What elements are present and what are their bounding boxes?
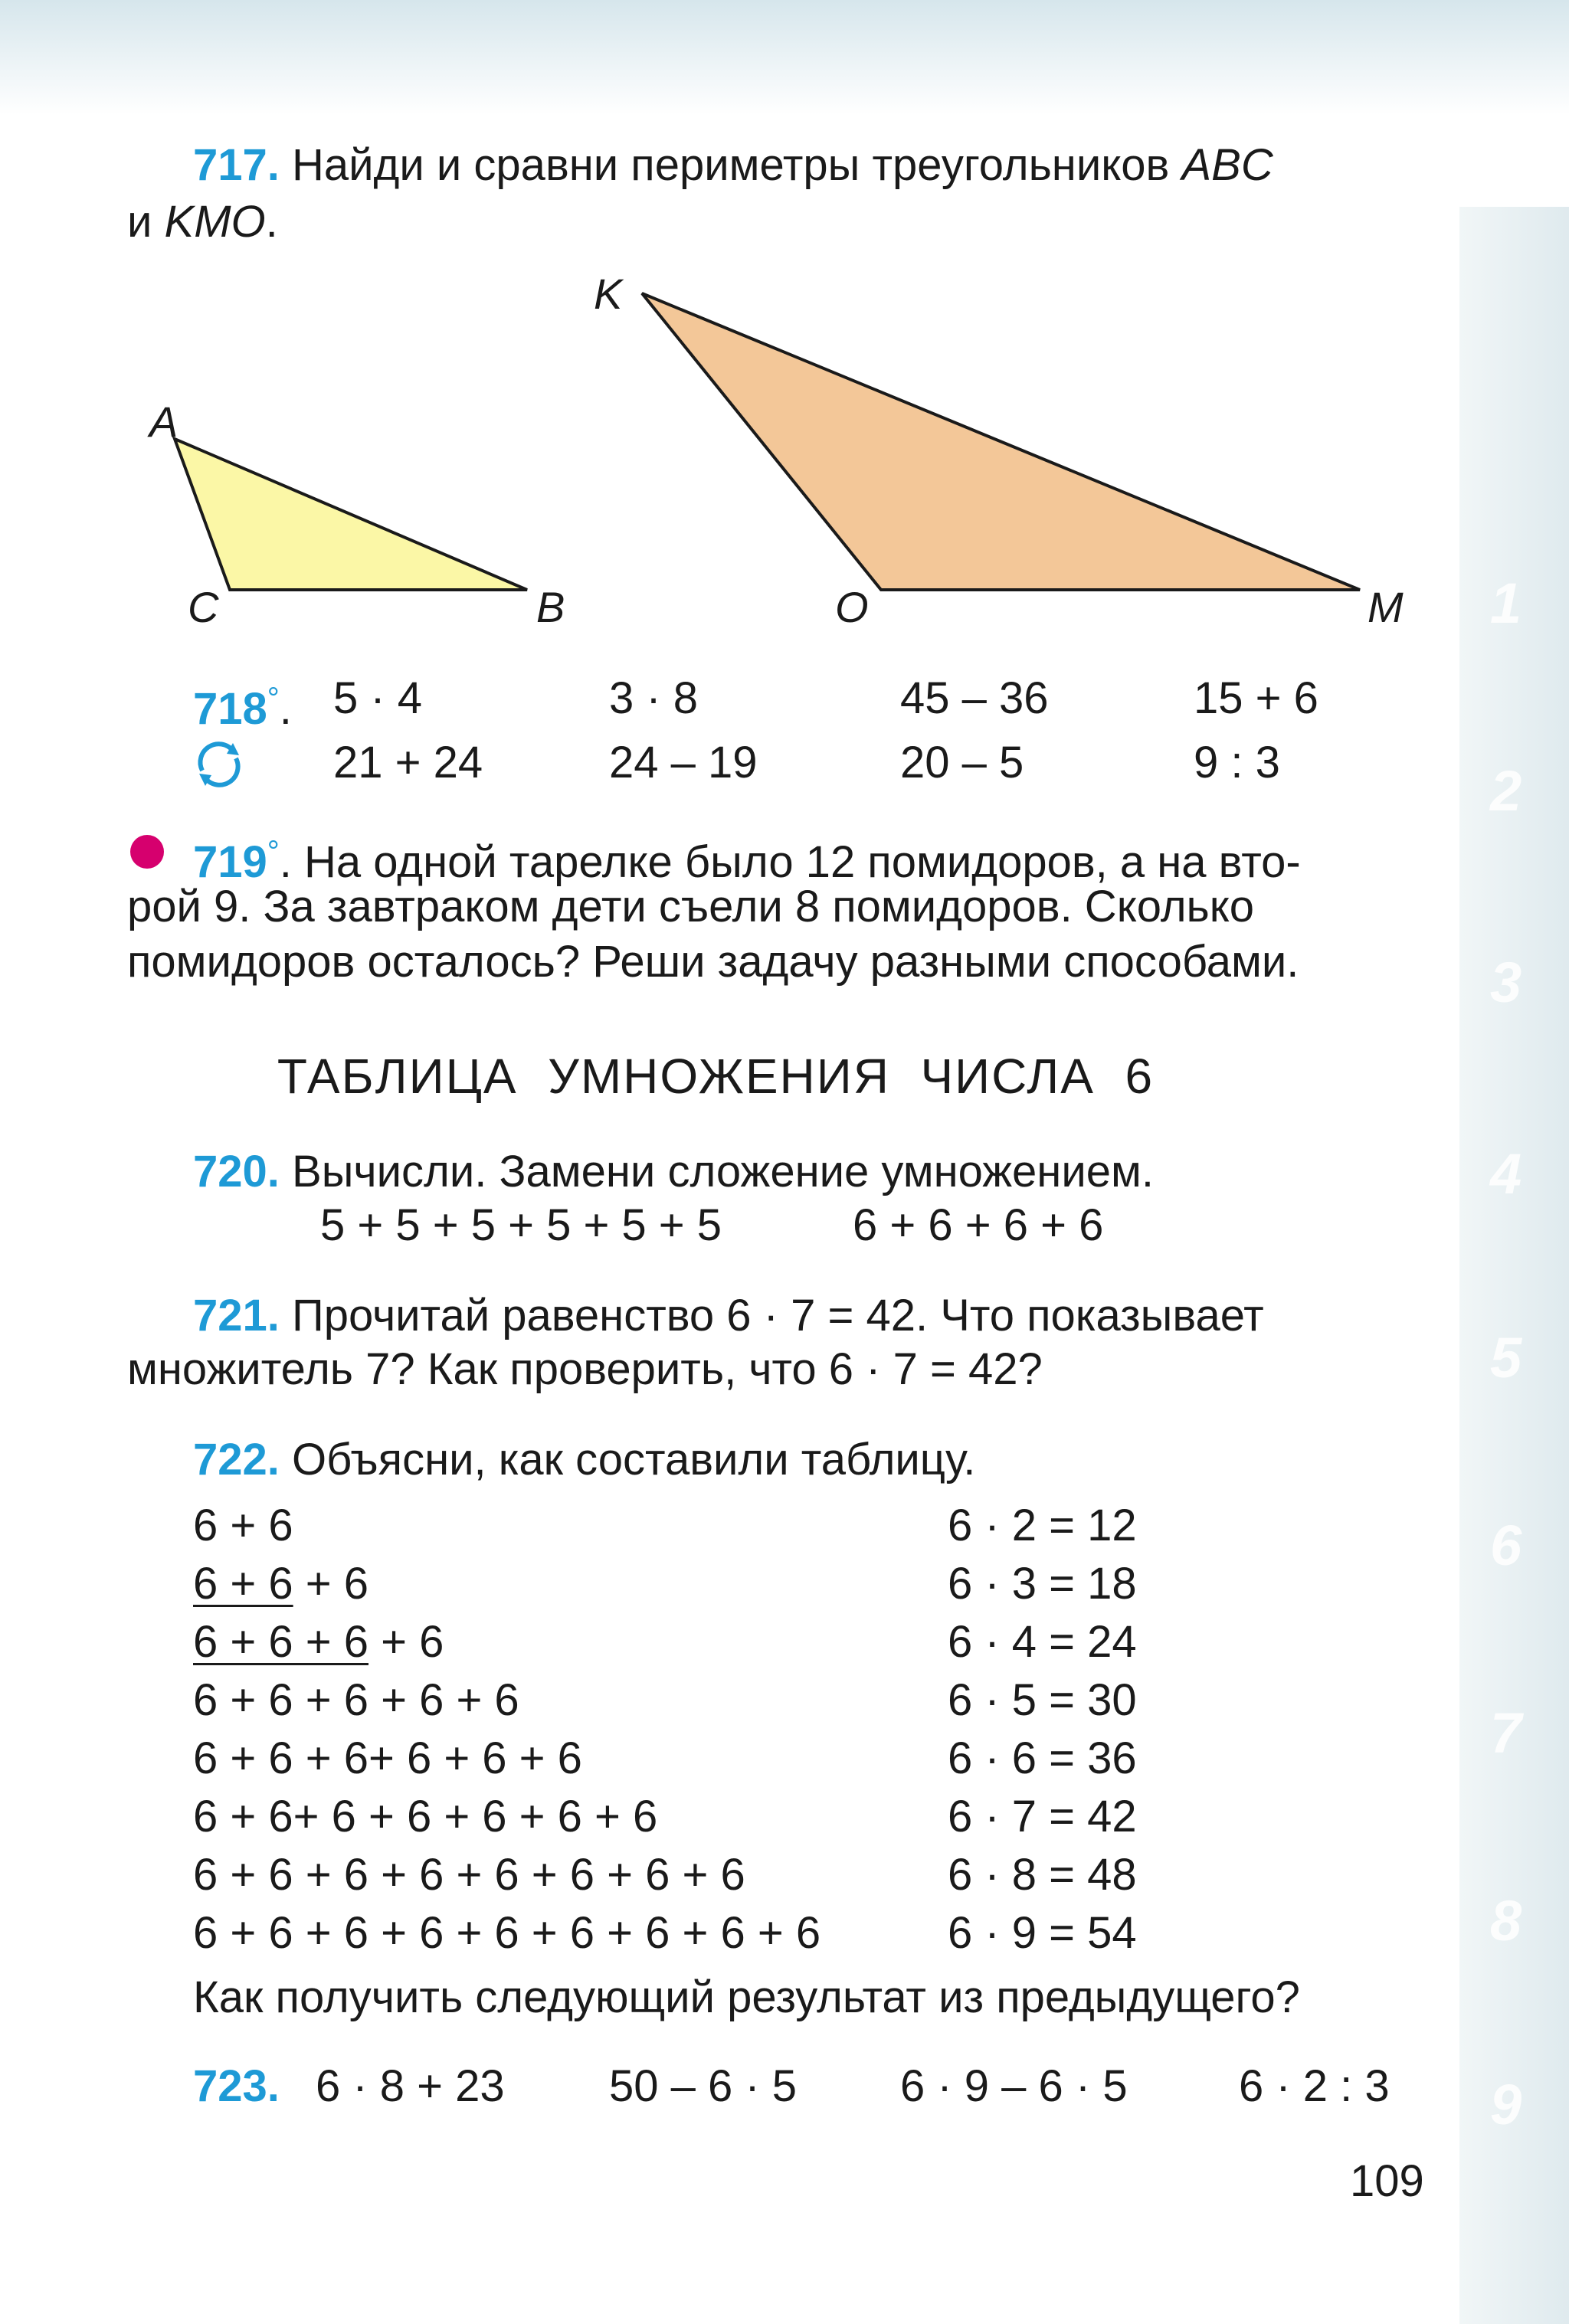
side-tab-1: 1 [1490, 571, 1522, 635]
period: . [279, 684, 292, 734]
task-720-line1 [193, 1144, 1154, 1200]
expr-718-2: 3 · 8 [609, 673, 699, 723]
vertex-label-m: M [1368, 583, 1404, 631]
repeat-cycle-icon [192, 737, 247, 792]
task-number: 720. [193, 1147, 280, 1196]
task-text: Объясни, как составили таблицу. [292, 1435, 976, 1484]
vertex-label-k: K [594, 270, 623, 318]
product-row-6: 6 · 7 = 42 [948, 1792, 1137, 1841]
triangle-name-kmo: KMO [164, 197, 266, 247]
task-719-line2: рой 9. За завтраком дети съели 8 помидоров. Сколько [127, 882, 1255, 931]
product-row-5: 6 · 6 = 36 [948, 1733, 1137, 1783]
task-722-line1 [193, 1432, 975, 1488]
product-row-3: 6 · 4 = 24 [948, 1617, 1137, 1667]
side-tab-3: 3 [1490, 951, 1522, 1014]
underlined-part: 6 + 6 [193, 1559, 293, 1609]
triangles-figure [0, 0, 1569, 674]
triangle-name-abc: ABC [1181, 140, 1273, 190]
sum-row-7: 6 + 6 + 6 + 6 + 6 + 6 + 6 + 6 [193, 1850, 745, 1900]
vertex-label-c: C [188, 583, 219, 631]
conjunction: и [127, 197, 152, 247]
expr-723-2: 50 – 6 · 5 [609, 2061, 798, 2111]
side-tab-7: 7 [1490, 1701, 1522, 1765]
rest-part: + 6 [293, 1559, 369, 1609]
side-tab-9: 9 [1490, 2073, 1522, 2136]
expr-720-1: 5 + 5 + 5 + 5 + 5 + 5 [320, 1200, 722, 1250]
task-number: 719 [193, 837, 267, 887]
side-tab-4: 4 [1490, 1142, 1522, 1206]
expr-718-3: 45 – 36 [900, 673, 1049, 723]
task-text: На одной тарелке было 12 помидоров, а на вто- [304, 837, 1301, 887]
expr-723-3: 6 · 9 – 6 · 5 [900, 2061, 1128, 2111]
marker-dot [130, 835, 164, 869]
task-721-line2: множитель 7? Как проверить, что 6 · 7 = 42? [127, 1344, 1043, 1394]
task-text: Прочитай равенство 6 · 7 = 42. Что показывает [292, 1291, 1264, 1340]
vertex-label-b: B [536, 583, 565, 631]
task-text: Найди и сравни периметры треугольников [292, 140, 1170, 190]
task-722-question: Как получить следующий результат из предыдущего? [193, 1972, 1300, 2022]
expr-718-7: 20 – 5 [900, 738, 1024, 787]
triangle-abc [175, 439, 527, 590]
expr-718-8: 9 : 3 [1194, 738, 1280, 787]
section-heading [0, 1048, 1569, 1105]
degree-mark: ° [267, 835, 280, 869]
product-row-1: 6 · 2 = 12 [948, 1501, 1137, 1550]
product-row-4: 6 · 5 = 30 [948, 1675, 1137, 1725]
task-719-line3: помидоров осталось? Реши задачу разными способами. [127, 937, 1299, 987]
expr-720-2: 6 + 6 + 6 + 6 [853, 1200, 1104, 1250]
task-number: 722. [193, 1435, 280, 1484]
expr-718-1: 5 · 4 [333, 673, 423, 723]
task-718-number [193, 671, 292, 737]
sum-row-2 [193, 1556, 369, 1612]
page-number: 109 [1350, 2156, 1424, 2206]
vertex-label-a: A [149, 398, 179, 446]
side-tab-5: 5 [1490, 1326, 1522, 1389]
product-row-2: 6 · 3 = 18 [948, 1559, 1137, 1609]
side-tab-2: 2 [1490, 759, 1522, 823]
task-number: 717. [193, 140, 280, 190]
sum-row-8: 6 + 6 + 6 + 6 + 6 + 6 + 6 + 6 + 6 [193, 1908, 821, 1958]
side-tab-8: 8 [1490, 1889, 1522, 1952]
task-723-number: 723. [193, 2061, 280, 2111]
product-row-7: 6 · 8 = 48 [948, 1850, 1137, 1900]
triangle-kmo [642, 293, 1360, 590]
expr-718-4: 15 + 6 [1194, 673, 1318, 723]
task-number: 721. [193, 1291, 280, 1340]
underlined-part: 6 + 6 + 6 [193, 1617, 369, 1667]
sum-row-4: 6 + 6 + 6 + 6 + 6 [193, 1675, 519, 1725]
vertex-label-o: O [835, 583, 869, 631]
expr-718-5: 21 + 24 [333, 738, 483, 787]
period: . [265, 197, 278, 247]
sum-row-3 [193, 1615, 444, 1670]
task-number: 718 [193, 684, 267, 734]
sum-row-6: 6 + 6+ 6 + 6 + 6 + 6 + 6 [193, 1792, 658, 1841]
section-heading-text: ТАБЛИЦА УМНОЖЕНИЯ ЧИСЛА 6 [277, 1049, 1155, 1104]
side-tab-6: 6 [1490, 1514, 1522, 1577]
sum-row-1: 6 + 6 [193, 1501, 293, 1550]
degree-mark: ° [267, 682, 280, 715]
expr-723-1: 6 · 8 + 23 [316, 2061, 505, 2111]
expr-718-6: 24 – 19 [609, 738, 758, 787]
period: . [279, 837, 292, 887]
expr-723-4: 6 · 2 : 3 [1239, 2061, 1390, 2111]
task-text: Вычисли. Замени сложение умножением. [292, 1147, 1154, 1196]
product-row-8: 6 · 9 = 54 [948, 1908, 1137, 1958]
rest-part: + 6 [368, 1617, 444, 1667]
task-721-line1 [193, 1288, 1264, 1344]
sum-row-5: 6 + 6 + 6+ 6 + 6 + 6 [193, 1733, 582, 1783]
